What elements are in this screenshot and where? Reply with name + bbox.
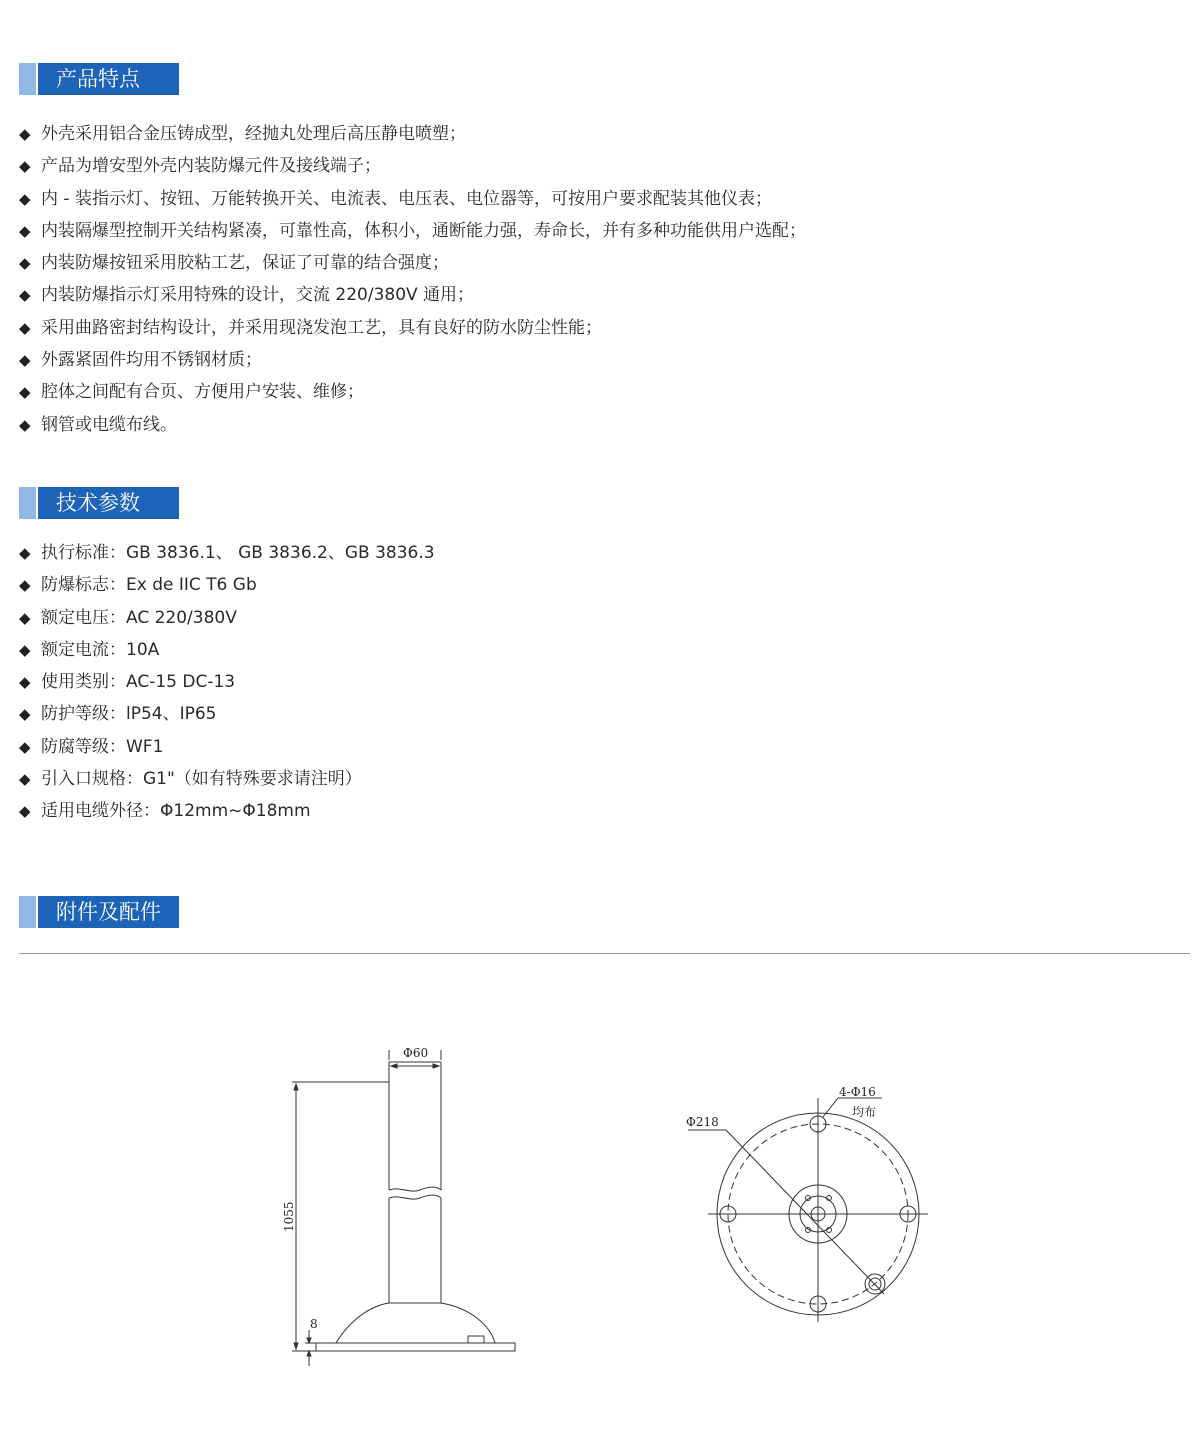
list-item-text: 适用电缆外径：Φ12mm~Φ18mm <box>41 801 311 822</box>
list-item-text: 执行标准：GB 3836.1、 GB 3836.2、GB 3836.3 <box>41 543 435 563</box>
list-item-text: 内装隔爆型控制开关结构紧凑，可靠性高，体积小，通断能力强，寿命长，并有多种功能供用户选配； <box>41 220 806 241</box>
diamond-bullet-icon: ◆ <box>19 544 31 562</box>
list-item-text: 外壳采用铝合金压铸成型，经抛丸处理后高压静电喷塑； <box>41 124 466 144</box>
diamond-bullet-icon: ◆ <box>19 673 31 692</box>
diamond-bullet-icon: ◆ <box>19 286 31 305</box>
list-item-text: 产品为增安型外壳内装防爆元件及接线端子； <box>41 156 381 177</box>
list-item-text: 采用曲路密封结构设计，并采用现浇发泡工艺，具有良好的防水防尘性能； <box>41 317 602 338</box>
section-title: 产品特点 <box>38 63 179 95</box>
diamond-bullet-icon: ◆ <box>19 640 31 659</box>
diamond-bullet-icon: ◆ <box>19 351 31 370</box>
diamond-bullet-icon: ◆ <box>19 802 31 821</box>
diamond-bullet-icon: ◆ <box>19 705 31 724</box>
diamond-bullet-icon: ◆ <box>19 125 31 143</box>
diamond-bullet-icon: ◆ <box>19 770 31 789</box>
section-title: 技术参数 <box>38 487 179 519</box>
list-item-text: 内装防爆指示灯采用特殊的设计，交流 220/380V 通用； <box>41 285 475 306</box>
diamond-bullet-icon: ◆ <box>19 221 31 240</box>
list-item-text: 防爆标志：Ex de IIC T6 Gb <box>41 575 257 596</box>
diamond-bullet-icon: ◆ <box>19 254 31 273</box>
list-item-text: 防护等级：lP54、IP65 <box>41 704 217 725</box>
diamond-bullet-icon: ◆ <box>19 415 31 434</box>
diamond-bullet-icon: ◆ <box>19 576 31 595</box>
list-item-text: 防腐等级：WF1 <box>41 736 164 757</box>
diamond-bullet-icon: ◆ <box>19 383 31 402</box>
base-thickness-label: 8 <box>310 1317 318 1331</box>
list-item-text: 额定电流：10A <box>41 639 160 660</box>
list-item-text: 外露紧固件均用不锈钢材质； <box>41 350 262 371</box>
diamond-bullet-icon: ◆ <box>19 608 31 627</box>
list-item-text: 使用类别：AC-15 DC-13 <box>41 672 236 693</box>
list-item-text: 腔体之间配有合页、方便用户安装、维修； <box>41 382 364 403</box>
diamond-bullet-icon: ◆ <box>19 189 31 208</box>
outer-diameter-label: Φ218 <box>686 1115 719 1129</box>
list-item-text: 额定电压：AC 220/380V <box>41 607 237 628</box>
diamond-bullet-icon: ◆ <box>19 157 31 176</box>
list-item-text: 内 - 装指示灯、按钮、万能转换开关、电流表、电压表、电位器等，可按用户要求配装其他仪表； <box>41 188 772 209</box>
diamond-bullet-icon: ◆ <box>19 737 31 756</box>
list-item-text: 钢管或电缆布线。 <box>41 414 177 435</box>
holes-label: 4-Φ16 <box>839 1085 876 1099</box>
list-item-text: 内装防爆按钮采用胶粘工艺，保证了可靠的结合强度； <box>41 253 449 274</box>
side-view-drawing <box>292 1050 515 1366</box>
holes-note: 均布 <box>852 1105 877 1119</box>
section-title: 附件及配件 <box>38 896 179 928</box>
base-view-drawing <box>688 1098 928 1322</box>
list-item-text: 引入口规格：G1"（如有特殊要求请注明） <box>41 769 362 790</box>
pipe-diameter-label: Φ60 <box>403 1046 429 1060</box>
diamond-bullet-icon: ◆ <box>19 318 31 337</box>
height-label: 1055 <box>282 1201 296 1232</box>
